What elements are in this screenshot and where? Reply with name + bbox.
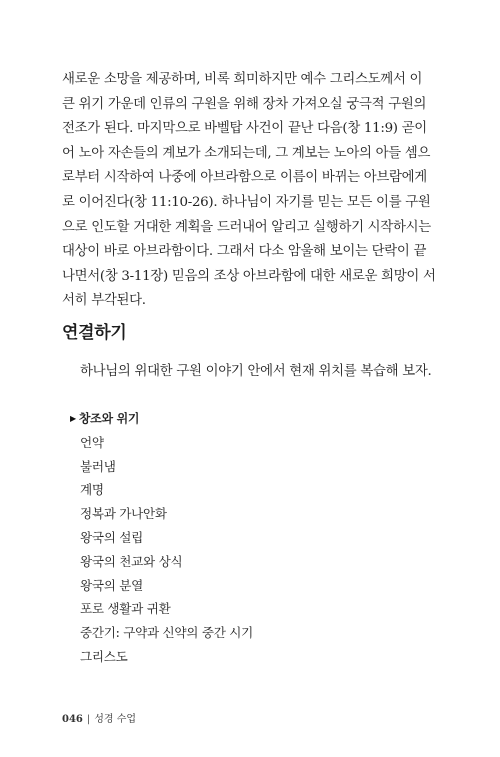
era-item	[70, 502, 253, 526]
era-item	[70, 455, 253, 479]
era-item	[70, 597, 253, 621]
era-label: 왕국의 분열	[80, 577, 144, 593]
era-label: 창조와 위기	[78, 411, 140, 426]
current-position-marker-icon: ▶	[70, 414, 76, 423]
section-heading: 연결하기	[62, 323, 127, 343]
era-item	[70, 478, 253, 502]
era-item-current	[70, 407, 253, 431]
era-item	[70, 526, 253, 550]
era-label: 왕국의 설립	[80, 529, 144, 545]
page-footer	[62, 710, 136, 725]
footer-separator: |	[86, 714, 91, 725]
body-paragraph: 새로운 소망을 제공하며, 비록 희미하지만 예수 그리스도께서 이 큰 위기 가운데 인류의 구원을 위해 장차 가져오실 궁극적 구원의 전조가 된다. 마지막으로 바벨탑 사건이 끝난 다음(창 11:9) 곧이어 노아 자손들의 계보가 소개되는데, 그 계보는 노아의 아들 셈으로부터 시작하여 나중에 아브라함으로 이름이 바뀌는 아브람에게로 이어진다(창 11:10-26). 하나님이 자기를 믿는 모든 이를 구원으로 인도할 거대한 계획을 드러내어 알리고 실행하기 시작하시는 대상이 바로 아브라함이다. 그래서 다소 암울해 보이는 단락이 끝나면서(창 3-11장) 믿음의 조상 아브라함에 대한 새로운 희망이 서서히 부각된다.	[62, 72, 436, 309]
era-item	[70, 431, 253, 455]
era-label: 포로 생활과 귀환	[80, 601, 171, 617]
section-intro: 하나님의 위대한 구원 이야기 안에서 현재 위치를 복습해 보자.	[80, 364, 432, 379]
era-item	[70, 574, 253, 598]
era-label: 정복과 가나안화	[80, 506, 167, 522]
book-title: 성경 수업	[94, 714, 137, 725]
era-label: 중간기: 구약과 신약의 중간 시기	[80, 625, 254, 641]
era-label: 왕국의 천교와 상식	[80, 553, 183, 569]
era-item	[70, 621, 253, 645]
era-label: 언약	[80, 434, 104, 450]
era-label: 계명	[80, 482, 104, 498]
redemption-era-list	[70, 407, 253, 669]
era-label: 그리스도	[80, 648, 128, 664]
era-item	[70, 645, 253, 669]
page-number: 046	[62, 714, 83, 725]
era-label: 불러냄	[80, 458, 116, 474]
era-item	[70, 550, 253, 574]
